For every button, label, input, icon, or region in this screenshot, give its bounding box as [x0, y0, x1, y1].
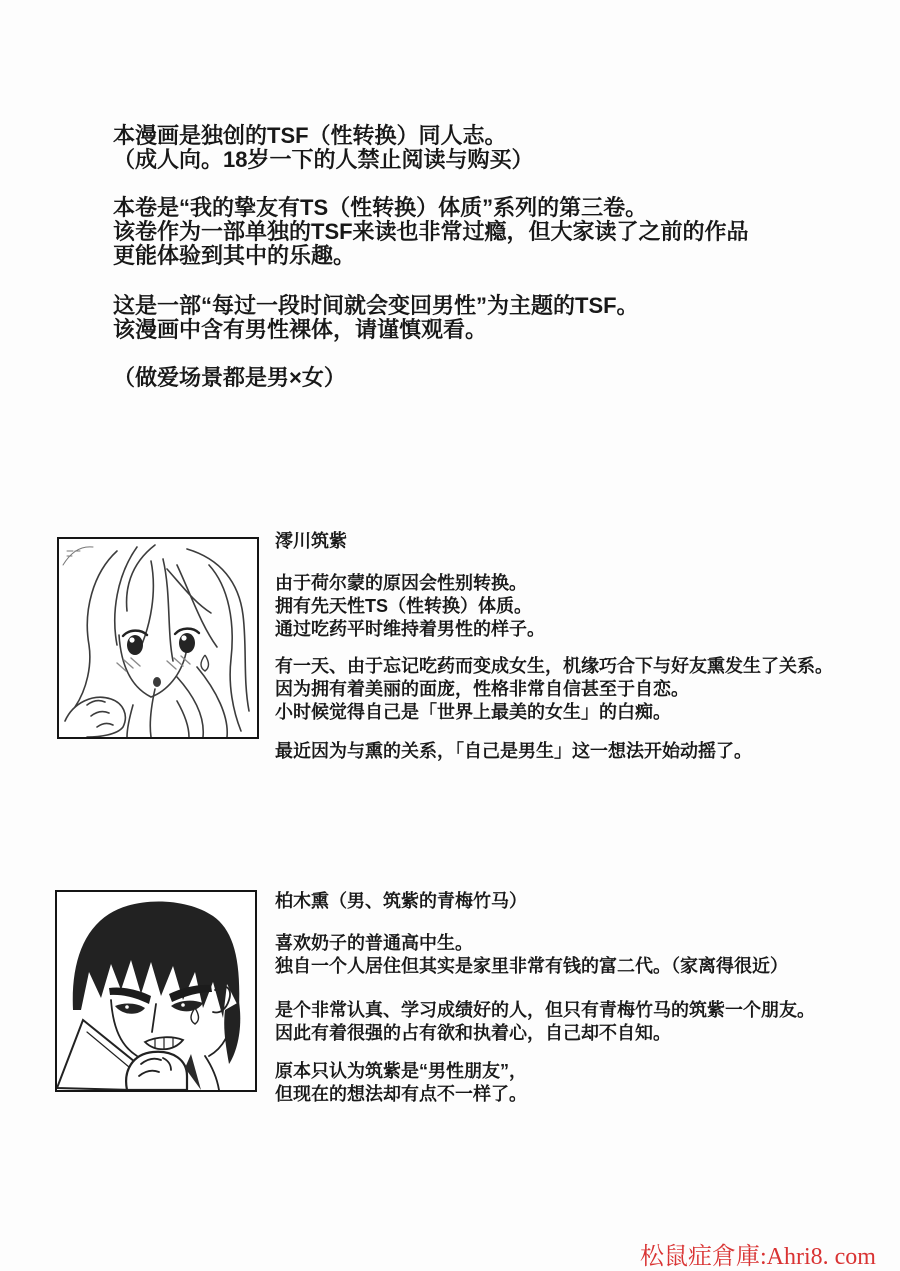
character2-paragraph-2 — [275, 999, 815, 1045]
text-line: 喜欢奶子的普通高中生。 — [275, 933, 473, 953]
text-line: 这是一部“每过一段时间就会变回男性”为主题的TSF。 — [113, 293, 639, 318]
text-line: 小时候觉得自己是「世界上最美的女生」的白痴。 — [275, 702, 671, 722]
character-name: 柏木熏（男、筑紫的青梅竹马） — [275, 891, 527, 911]
intro-paragraph-4 — [113, 366, 346, 390]
text-line: （做爱场景都是男×女） — [113, 365, 346, 390]
text-line: 更能体验到其中的乐趣。 — [113, 243, 356, 268]
text-line: 因为拥有着美丽的面庞，性格非常自信甚至于自恋。 — [275, 679, 689, 699]
portrait-image-kashiwagi-kaoru — [55, 890, 257, 1092]
text-line: 该卷作为一部单独的TSF来读也非常过瘾，但大家读了之前的作品 — [113, 219, 749, 244]
boy-portrait-drawing — [57, 892, 255, 1090]
girl-portrait-drawing — [59, 539, 257, 737]
text-line: （成人向。18岁一下的人禁止阅读与购买） — [113, 147, 534, 172]
text-line: 原本只认为筑紫是“男性朋友”， — [275, 1061, 527, 1081]
character1-paragraph-2 — [275, 655, 833, 724]
character1-paragraph-3 — [275, 740, 752, 763]
intro-paragraph-2 — [113, 196, 749, 268]
intro-paragraph-3 — [113, 294, 639, 342]
text-line: 是个非常认真、学习成绩好的人，但只有青梅竹马的筑紫一个朋友。 — [275, 1000, 815, 1020]
character-name: 澪川筑紫 — [275, 531, 347, 551]
character2-paragraph-3 — [275, 1060, 527, 1106]
text-line: 通过吃药平时维持着男性的样子。 — [275, 619, 545, 639]
text-line: 拥有先天性TS（性转换）体质。 — [275, 596, 532, 616]
text-line: 由于荷尔蒙的原因会性别转换。 — [275, 573, 527, 593]
character1-paragraph-1 — [275, 572, 545, 641]
text-line: 有一天、由于忘记吃药而变成女生，机缘巧合下与好友熏发生了关系。 — [275, 656, 833, 676]
text-line: 最近因为与熏的关系，「自己是男生」这一想法开始动摇了。 — [275, 741, 752, 761]
site-watermark: 松鼠症倉庫:Ahri8. com — [640, 1244, 876, 1270]
text-line: 因此有着很强的占有欲和执着心，自己却不自知。 — [275, 1023, 671, 1043]
text-line: 独自一个人居住但其实是家里非常有钱的富二代。（家离得很近） — [275, 956, 788, 976]
text-line: 本卷是“我的挚友有TS（性转换）体质”系列的第三卷。 — [113, 195, 648, 220]
text-line: 本漫画是独创的TSF（性转换）同人志。 — [113, 123, 507, 148]
text-line: 该漫画中含有男性裸体，请谨慎观看。 — [113, 317, 488, 342]
text-line: 但现在的想法却有点不一样了。 — [275, 1084, 527, 1104]
intro-paragraph-1 — [113, 124, 533, 172]
character2-paragraph-1 — [275, 932, 788, 978]
portrait-image-mio-kawa-tsukushi — [57, 537, 259, 739]
